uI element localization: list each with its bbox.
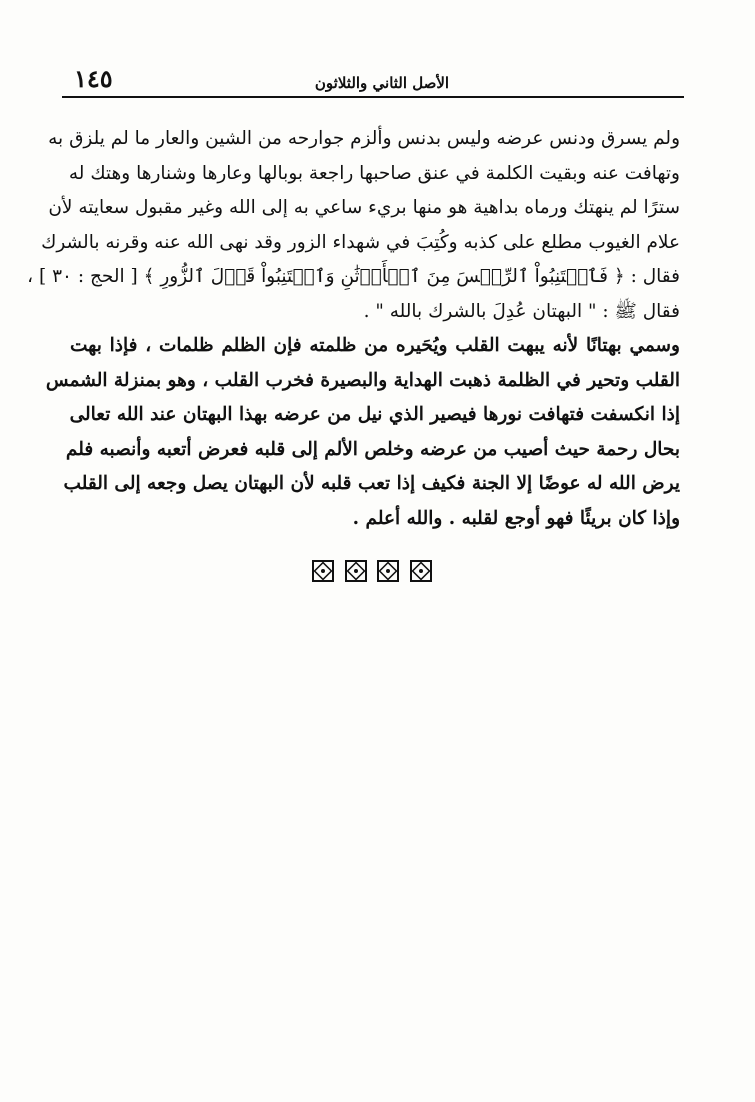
text-line: وسمي بهتانًا لأنه يبهت القلب ويُحَيره من ظلمته فإن الظلم ظلمات ، فإذا بهت (70, 335, 680, 356)
quran-verse-line: فقال : ﴿ فَٱجۡتَنِبُواْ ٱلرِّجۡسَ مِنَ ٱلۡأَوۡثَٰنِ وَٱجۡتَنِبُواْ قَوۡلَ ٱلزُّورِ ﴾ [ الحج : ٣٠ ] ، (27, 266, 680, 287)
paragraph-1 (27, 122, 680, 329)
page-number: ١٤٥ (74, 64, 113, 93)
section-end-ornaments (312, 560, 432, 584)
square-ornament-icon (410, 560, 432, 582)
body-text (27, 122, 680, 536)
hadith-line: فقال ﷺ : " البهتان عُدِلَ بالشرك بالله " . (363, 300, 680, 322)
paragraph-2 (45, 329, 680, 536)
text-line: بحال رحمة حيث أصيب من عرضه وخلص الألم إلى قلبه فعرض أتعبه وأنصبه فلم (65, 438, 680, 460)
text-line: وتهافت عنه وبقيت الكلمة في عنق صاحبها راجعة بوبالها وعارها وشنارها وهتك له (68, 162, 680, 184)
text-line: ولم يسرق ودنس عرضه وليس بدنس وألزم جوارحه من الشين والعار ما لم يلزق به (48, 128, 680, 149)
text-line: القلب وتحير في الظلمة ذهبت الهداية والبصيرة فخرب القلب ، وهو بمنزلة الشمس (45, 369, 680, 391)
square-ornament-icon (312, 560, 334, 582)
text-line: وإذا كان بريئًا فهو أوجع لقلبه . والله أعلم . (352, 507, 680, 529)
running-title: الأصل الثاني والثلاثون (314, 74, 450, 92)
page-header (62, 62, 684, 98)
text-line: علام الغيوب مطلع على كذبه وكُتِبَ في شهداء الزور وقد نهى الله عنه وقرنه بالشرك (41, 231, 680, 253)
square-ornament-icon (377, 560, 399, 582)
text-line: سترًا لم ينهتك ورماه بداهية هو منها بريء ساعي به إلى الله وغير مقبول سعايته لأن (48, 197, 680, 218)
square-ornament-icon (345, 560, 367, 582)
text-line: إذا انكسفت فتهافت نورها فيصير الذي نيل من عرضه بهذا البهتان عند الله تعالى (69, 404, 680, 425)
text-line: يرض الله له عوضًا إلا الجنة فكيف إذا تعب قلبه لأن البهتان يصل وجعه إلى القلب (63, 473, 680, 494)
